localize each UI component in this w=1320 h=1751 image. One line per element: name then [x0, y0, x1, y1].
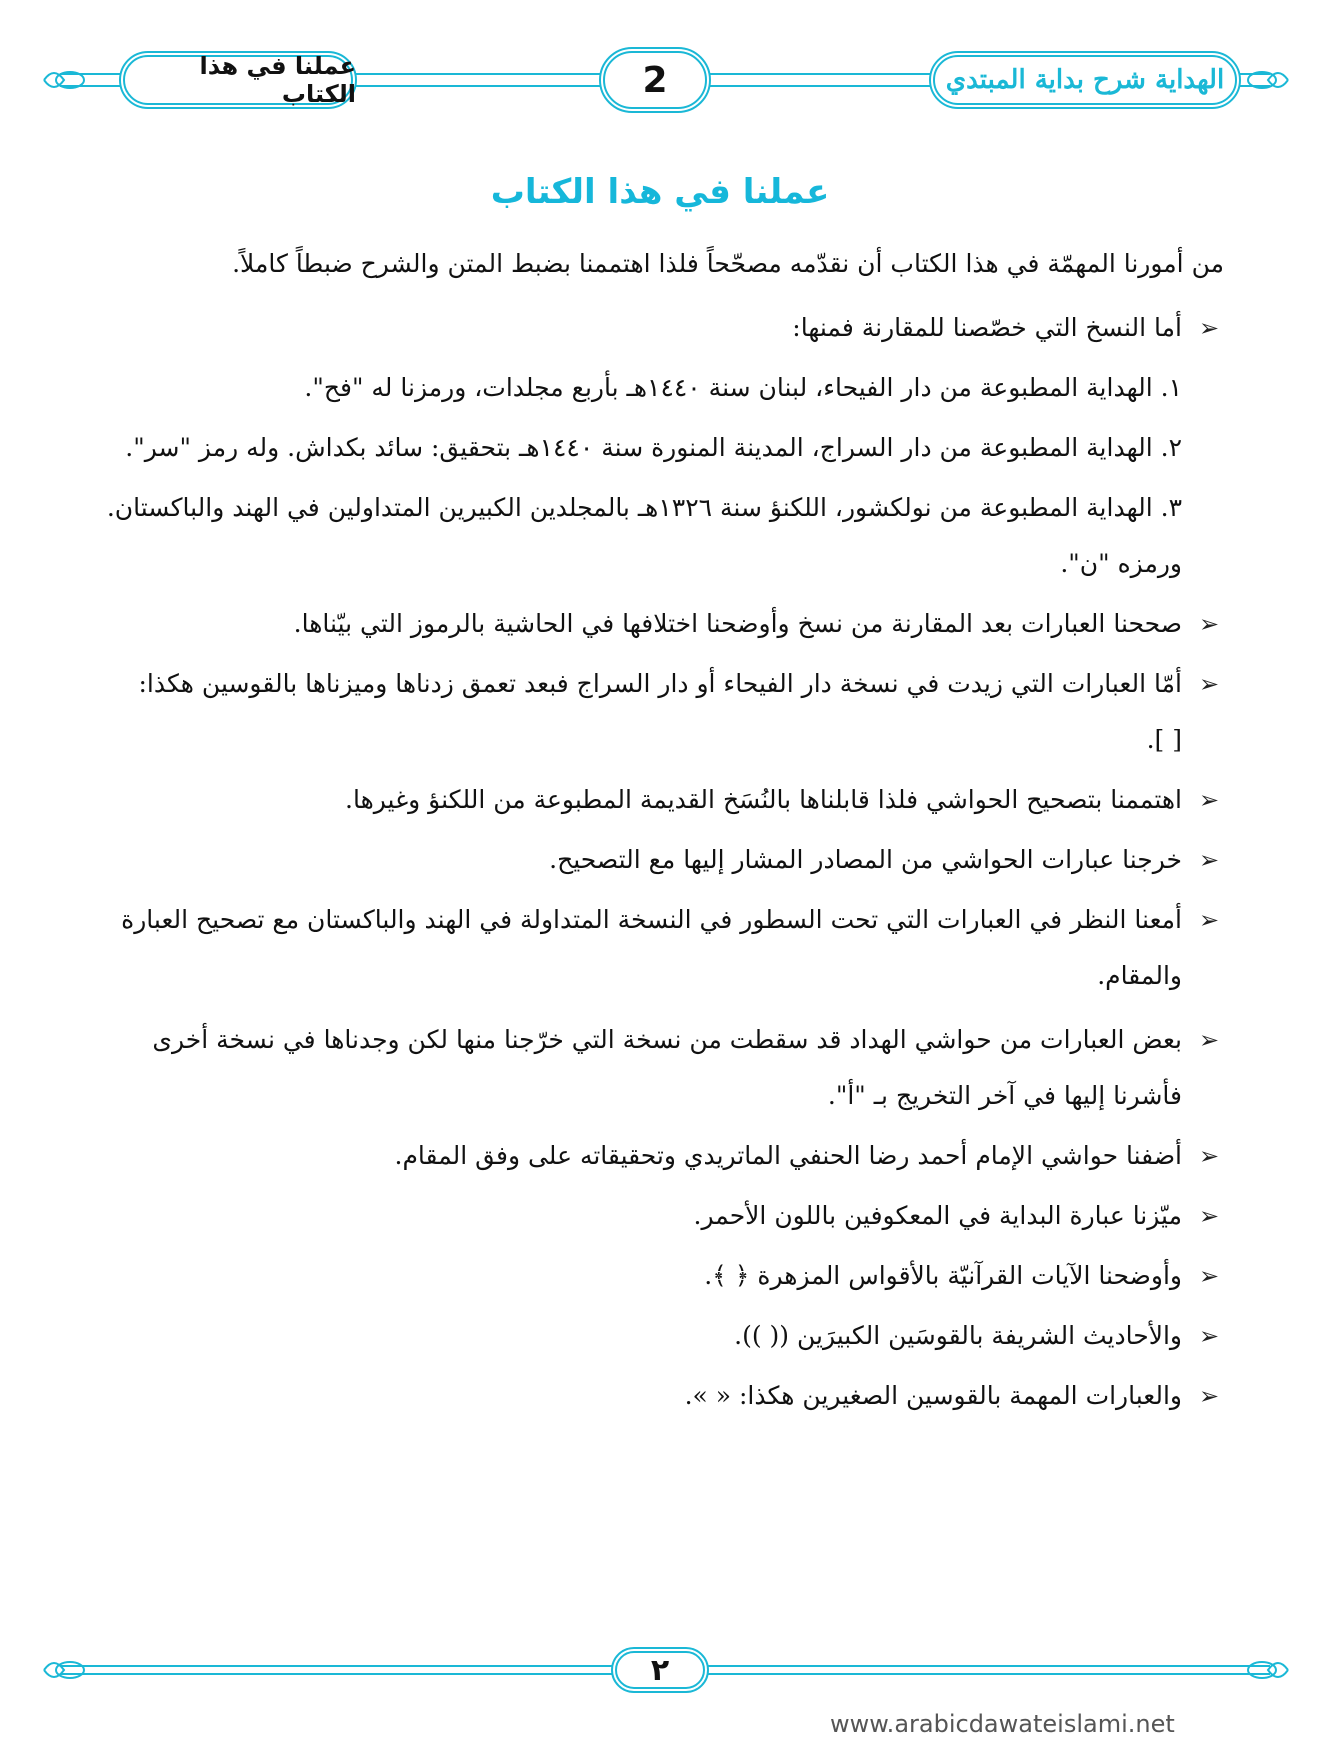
- line-text: بعض العبارات من حواشي الهداد قد سقطت من نسخة التي خرّجنا منها لكن وجدناها في نسخة أخرى: [152, 1025, 1182, 1054]
- header-section-title: عملنا في هذا الكتاب: [199, 52, 356, 108]
- arrow-bullet-icon: ➢: [1198, 610, 1220, 638]
- page-title: عملنا في هذا الكتاب: [490, 172, 830, 212]
- bullet-item: [138, 664, 1224, 704]
- line-text: ٣. الهداية المطبوعة من نولكشور، اللكنؤ سنة ١٣٢٦هـ بالمجلدين الكبيرين المتداولين في الهند والباكستان.: [106, 493, 1182, 522]
- bullet-item: [345, 780, 1224, 820]
- arrow-bullet-icon: ➢: [1198, 786, 1220, 814]
- arrow-bullet-icon: ➢: [1198, 1262, 1220, 1290]
- line-text: ١. الهداية المطبوعة من دار الفيحاء، لبنان سنة ١٤٤٠هـ بأربع مجلدات، ورمزنا له "فح".: [304, 373, 1182, 402]
- line-text: [ ].: [1146, 725, 1182, 754]
- line-text: والمقام.: [1097, 961, 1182, 990]
- line-text: من أمورنا المهمّة في هذا الكتاب أن نقدّمه مصحّحاً فلذا اهتممنا بضبط المتن والشرح ضبطاً كاملاً.: [232, 249, 1224, 278]
- arrow-bullet-icon: ➢: [1198, 1322, 1220, 1350]
- text-line: [1060, 544, 1182, 584]
- bullet-item: [685, 1376, 1224, 1416]
- bullet-item: [792, 308, 1224, 348]
- arrow-bullet-icon: ➢: [1198, 314, 1220, 342]
- line-text: والأحاديث الشريفة بالقوسَين الكبيرَين (( )).: [734, 1321, 1182, 1350]
- arrow-bullet-icon: ➢: [1198, 1202, 1220, 1230]
- arrow-bullet-icon: ➢: [1198, 1026, 1220, 1054]
- line-text: خرجنا عبارات الحواشي من المصادر المشار إليها مع التصحيح.: [549, 845, 1182, 874]
- footer-page-number: ٢: [650, 1652, 670, 1688]
- arrow-bullet-icon: ➢: [1198, 1142, 1220, 1170]
- bullet-item: [152, 1020, 1224, 1060]
- text-line: [304, 368, 1182, 408]
- line-text: فأشرنا إليها في آخر التخريج بـ "أ".: [827, 1081, 1182, 1110]
- line-text: أمّا العبارات التي زيدت في نسخة دار الفيحاء أو دار السراج فبعد تعمق زدناها وميزناها بالقوسين هكذا:: [138, 669, 1182, 698]
- bullet-item: [734, 1316, 1224, 1356]
- line-text: ورمزه "ن".: [1060, 549, 1182, 578]
- bullet-item: [294, 604, 1224, 644]
- line-text: ٢. الهداية المطبوعة من دار السراج، المدينة المنورة سنة ١٤٤٠هـ بتحقيق: سائد بكداش. وله رمز "سر".: [125, 433, 1182, 462]
- line-text: وأوضحنا الآيات القرآنيّة بالأقواس المزهرة ﴿ ﴾.: [704, 1261, 1182, 1290]
- page-header: [0, 40, 1320, 120]
- header-page-number: 2: [642, 59, 668, 101]
- website-watermark: www.arabicdawateislami.net: [830, 1710, 1175, 1738]
- arrow-bullet-icon: ➢: [1198, 670, 1220, 698]
- line-text: صححنا العبارات بعد المقارنة من نسخ وأوضحنا اختلافها في الحاشية بالرموز التي بيّناها.: [293, 609, 1182, 638]
- bullet-item: [704, 1256, 1224, 1296]
- text-line: [1147, 720, 1182, 760]
- line-text: والعبارات المهمة بالقوسين الصغيرين هكذا: « ».: [684, 1381, 1182, 1410]
- page-footer: [0, 1640, 1320, 1700]
- line-text: اهتممنا بتصحيح الحواشي فلذا قابلناها بالنُسَخ القديمة المطبوعة من اللكنؤ وغيرها.: [345, 785, 1182, 814]
- line-text: ميّزنا عبارة البداية في المعكوفين باللون الأحمر.: [693, 1201, 1182, 1230]
- text-line: [828, 1076, 1182, 1116]
- line-text: أمعنا النظر في العبارات التي تحت السطور في النسخة المتداولة في الهند والباكستان مع تصحيح العبارة: [121, 905, 1182, 934]
- line-text: أضفنا حواشي الإمام أحمد رضا الحنفي الماتريدي وتحقيقاته على وفق المقام.: [394, 1141, 1182, 1170]
- bullet-item: [121, 900, 1224, 940]
- text-line: [1097, 956, 1182, 996]
- arrow-bullet-icon: ➢: [1198, 906, 1220, 934]
- bullet-item: [694, 1196, 1224, 1236]
- bullet-item: [549, 840, 1224, 880]
- book-logo: الهداية شرح بداية المبتدي: [945, 65, 1225, 95]
- text-line: [232, 244, 1224, 284]
- text-line: [107, 488, 1182, 528]
- bullet-item: [395, 1136, 1225, 1176]
- text-line: [125, 428, 1182, 468]
- arrow-bullet-icon: ➢: [1198, 846, 1220, 874]
- arrow-bullet-icon: ➢: [1198, 1382, 1220, 1410]
- line-text: أما النسخ التي خصّصنا للمقارنة فمنها:: [792, 313, 1182, 342]
